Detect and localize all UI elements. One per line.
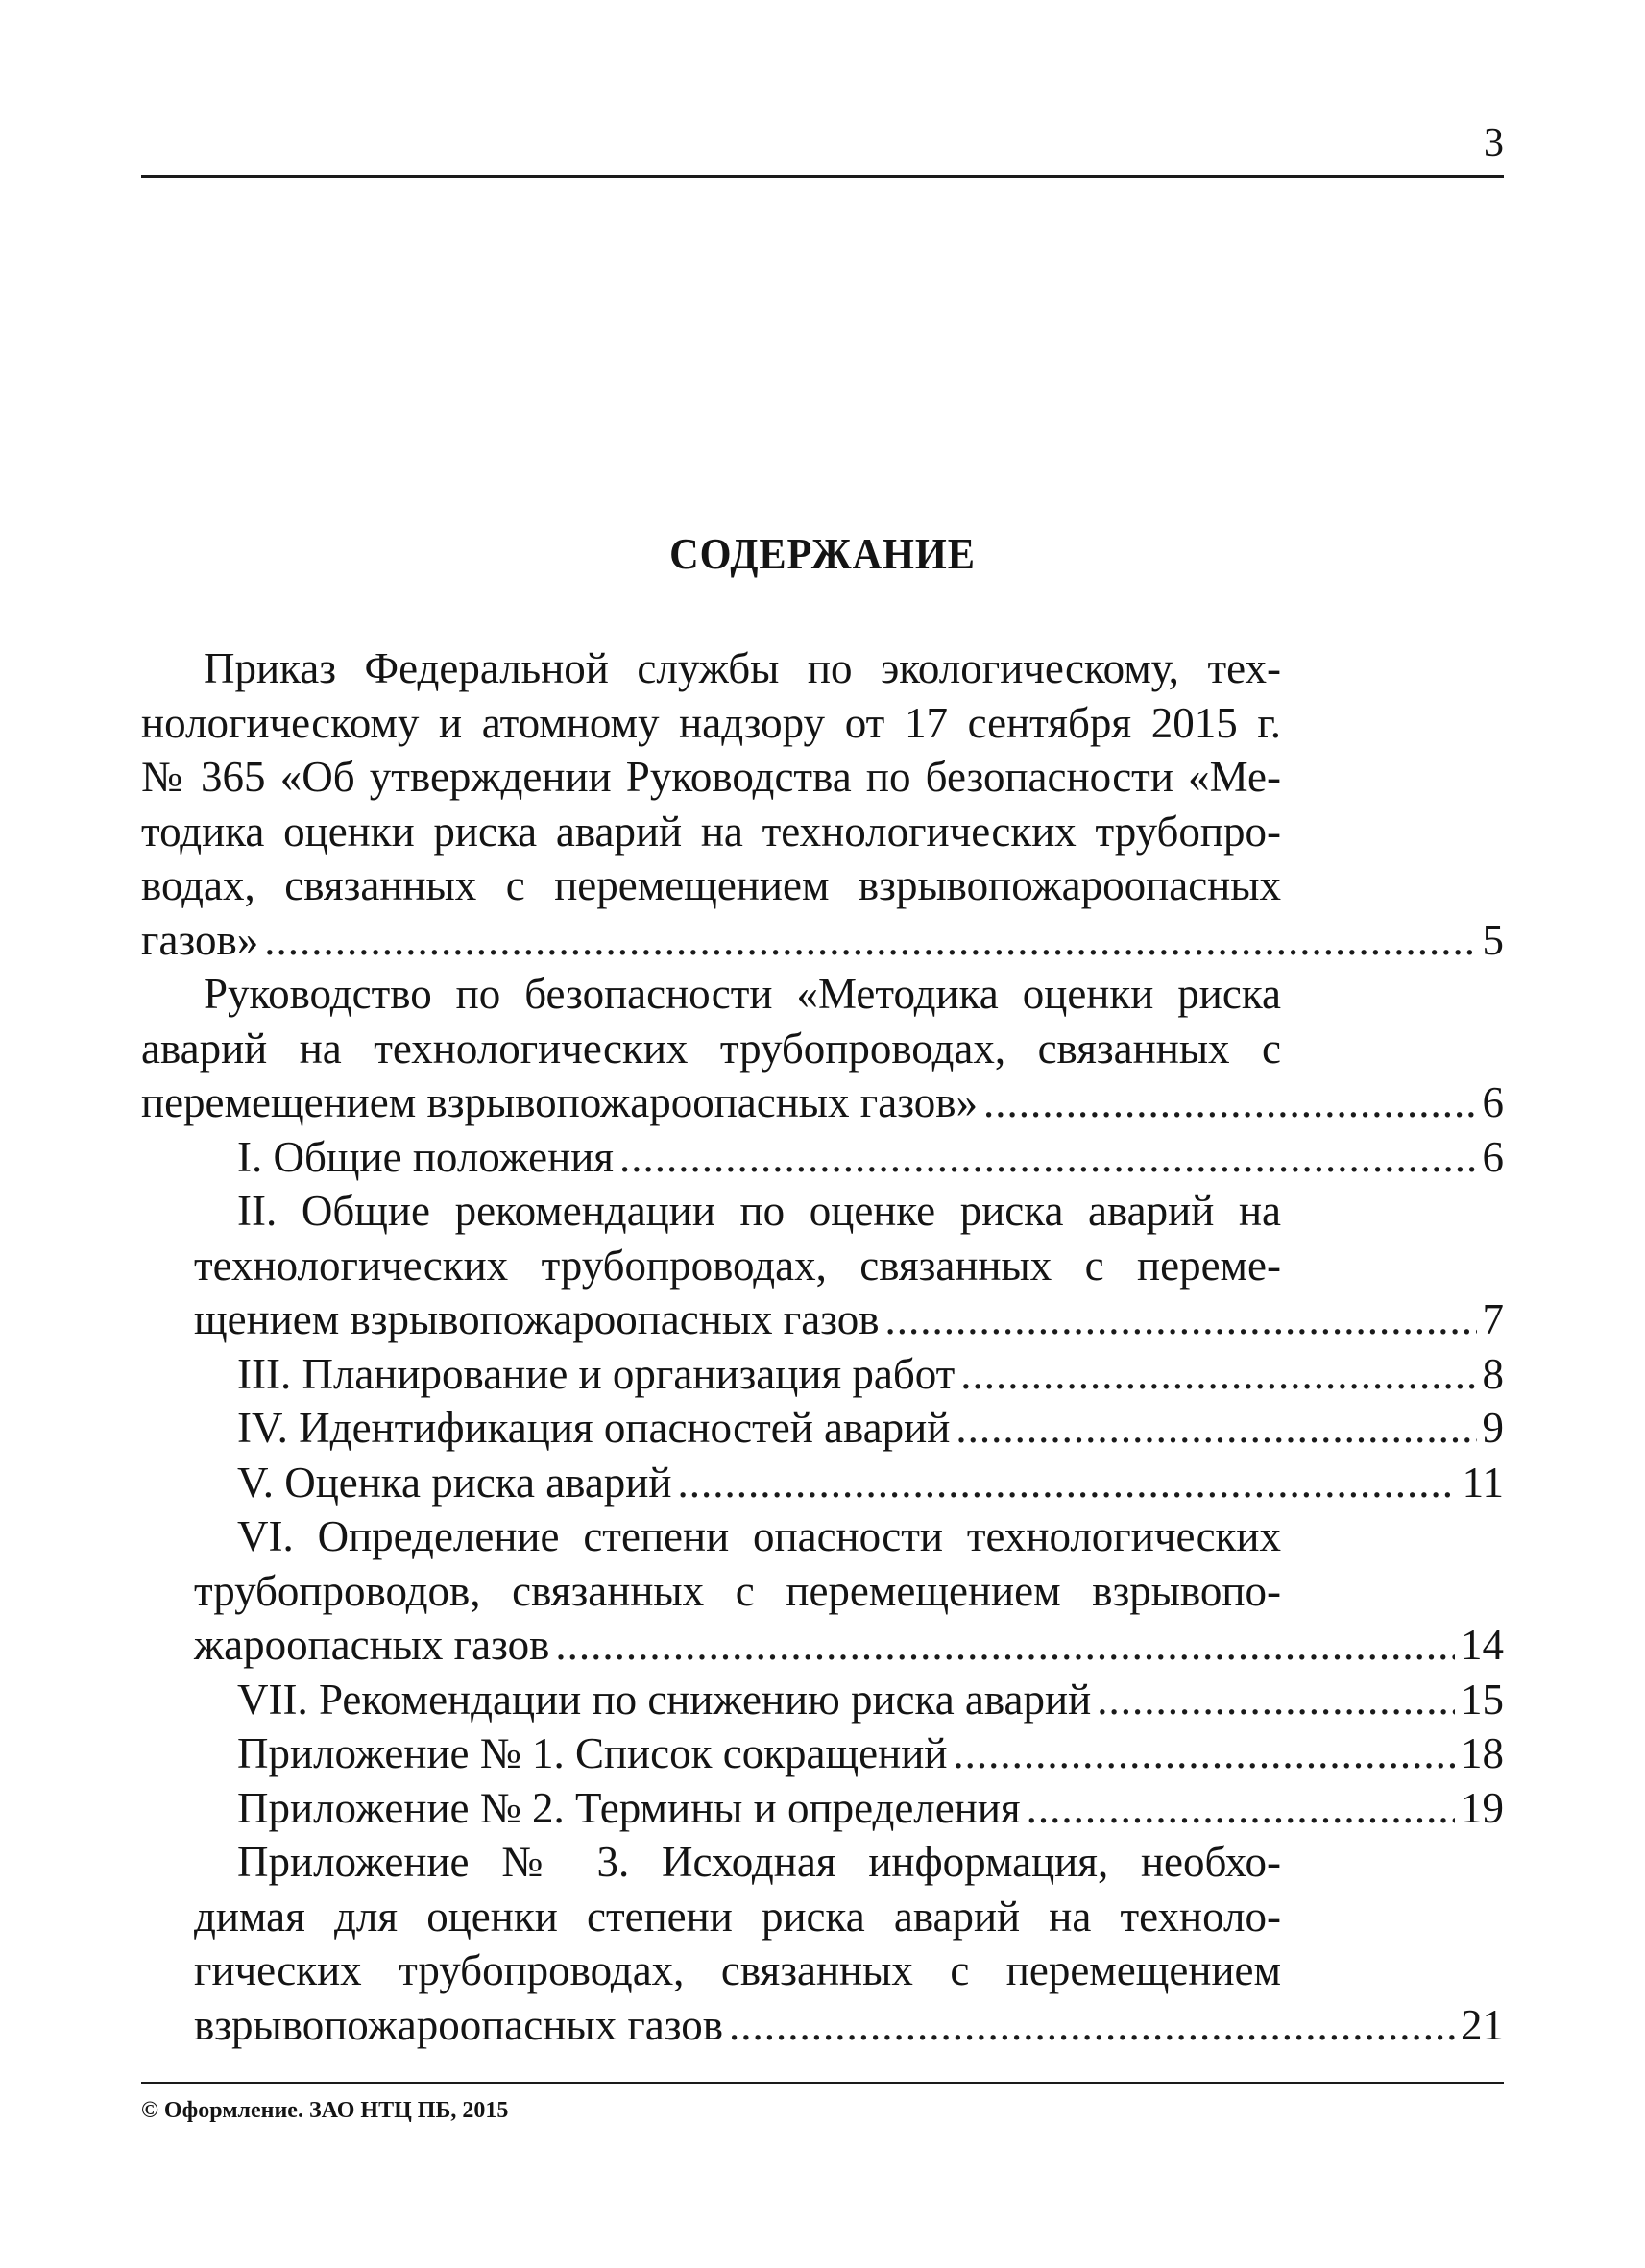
toc-entry-title: Приложение № 2. Термины и определения bbox=[237, 1783, 1021, 1832]
toc-page-number: 21 bbox=[1461, 2000, 1504, 2049]
toc-entry-title: взрывопожароопасных газов bbox=[194, 2000, 724, 2049]
toc-entry-line: № 365 «Об утверждении Руководства по безопасности «Ме- bbox=[141, 753, 1281, 801]
toc-entry-leader-line bbox=[194, 1292, 1504, 1347]
toc-page-number: 9 bbox=[1482, 1404, 1504, 1452]
toc-page-number: 19 bbox=[1461, 1783, 1504, 1832]
dot-leader bbox=[677, 1456, 1456, 1510]
toc-entry[interactable] bbox=[141, 1835, 1504, 2052]
toc-entry[interactable] bbox=[141, 1130, 1504, 1185]
toc-entry-leader-line bbox=[194, 1998, 1504, 2053]
copyright-footer: © Оформление. ЗАО НТЦ ПБ, 2015 bbox=[141, 2098, 509, 2123]
toc-page-number: 11 bbox=[1462, 1458, 1504, 1507]
toc-entry-leader-line bbox=[194, 1347, 1504, 1402]
toc-entry-line: II. Общие рекомендации по оценке риска аварий на bbox=[237, 1187, 1281, 1235]
toc-entry-leader-line bbox=[194, 1726, 1504, 1781]
dot-leader bbox=[983, 1075, 1477, 1130]
toc-entry-title: жароопасных газов bbox=[194, 1621, 550, 1669]
toc-entry-line: гических трубопроводах, связанных с перемещением bbox=[194, 1946, 1281, 1994]
toc-entry[interactable] bbox=[141, 1726, 1504, 1781]
toc-entry-title: Приложение № 1. Список сокращений bbox=[237, 1729, 948, 1777]
dot-leader bbox=[1097, 1673, 1455, 1727]
toc-entry-title: V. Оценка риска аварий bbox=[237, 1458, 672, 1507]
dot-leader bbox=[1027, 1781, 1455, 1836]
table-of-contents bbox=[141, 641, 1504, 2052]
toc-page-number: 15 bbox=[1461, 1675, 1504, 1724]
toc-entry-line: технологических трубопроводах, связанных с переме- bbox=[194, 1241, 1281, 1290]
toc-entry-line: VI. Определение степени опасности технологических bbox=[237, 1512, 1281, 1560]
toc-entry-line: нологическому и атомному надзору от 17 сентября 2015 г. bbox=[141, 698, 1281, 747]
toc-entry-leader-line bbox=[141, 913, 1504, 968]
toc-entry-line: аварий на технологических трубопроводах, связанных с bbox=[141, 1024, 1281, 1073]
toc-entry-title: перемещением взрывопожароопасных газов» bbox=[141, 1078, 978, 1126]
toc-entry-title: VII. Рекомендации по снижению риска аварий bbox=[237, 1675, 1092, 1724]
toc-entry[interactable] bbox=[141, 1347, 1504, 1402]
toc-entry-line: Руководство по безопасности «Методика оценки риска bbox=[204, 970, 1281, 1018]
toc-page-number: 6 bbox=[1482, 1078, 1504, 1126]
toc-entry-line: водах, связанных с перемещением взрывопожароопасных bbox=[141, 861, 1281, 909]
toc-entry-title: I. Общие положения bbox=[237, 1132, 614, 1181]
dot-leader bbox=[885, 1292, 1477, 1347]
toc-entry-line: тодика оценки риска аварий на технологических трубопро- bbox=[141, 807, 1281, 856]
dot-leader bbox=[264, 913, 1476, 968]
dot-leader bbox=[953, 1726, 1455, 1781]
toc-entry[interactable] bbox=[141, 1184, 1504, 1347]
toc-entry-leader-line bbox=[194, 1456, 1504, 1510]
toc-entry-title: III. Планирование и организация работ bbox=[237, 1349, 956, 1398]
toc-entry-leader-line bbox=[194, 1673, 1504, 1727]
toc-page-number: 5 bbox=[1482, 915, 1504, 964]
toc-page-number: 18 bbox=[1461, 1729, 1504, 1777]
toc-entry-leader-line bbox=[194, 1618, 1504, 1673]
dot-leader bbox=[960, 1347, 1476, 1402]
page-title: СОДЕРЖАНИЕ bbox=[669, 529, 976, 578]
toc-entry-line: Приказ Федеральной службы по экологическому, тех- bbox=[204, 644, 1281, 692]
header-rule bbox=[141, 175, 1504, 178]
dot-leader bbox=[619, 1130, 1477, 1185]
toc-page-number: 6 bbox=[1482, 1132, 1504, 1181]
toc-page-number: 8 bbox=[1482, 1349, 1504, 1398]
dot-leader bbox=[555, 1618, 1455, 1673]
toc-entry[interactable] bbox=[141, 967, 1504, 1130]
toc-entry-title: IV. Идентификация опасностей аварий bbox=[237, 1404, 951, 1452]
dot-leader bbox=[956, 1401, 1476, 1456]
toc-entry-leader-line bbox=[194, 1401, 1504, 1456]
toc-entry-leader-line bbox=[194, 1130, 1504, 1185]
toc-entry[interactable] bbox=[141, 641, 1504, 967]
toc-page-number: 7 bbox=[1482, 1295, 1504, 1343]
footer-rule bbox=[141, 2082, 1504, 2084]
toc-entry-leader-line bbox=[141, 1075, 1504, 1130]
page-number: 3 bbox=[1484, 121, 1504, 165]
toc-entry[interactable] bbox=[141, 1509, 1504, 1673]
toc-entry[interactable] bbox=[141, 1401, 1504, 1456]
toc-entry[interactable] bbox=[141, 1456, 1504, 1510]
toc-entry-title: газов» bbox=[141, 915, 259, 964]
toc-entry-line: Приложение № 3. Исходная информация, необхо- bbox=[237, 1838, 1281, 1886]
toc-page-number: 14 bbox=[1461, 1621, 1504, 1669]
toc-entry[interactable] bbox=[141, 1781, 1504, 1836]
toc-entry-leader-line bbox=[194, 1781, 1504, 1836]
toc-entry-line: трубопроводов, связанных с перемещением взрывопо- bbox=[194, 1566, 1281, 1615]
toc-entry-line: димая для оценки степени риска аварий на техноло- bbox=[194, 1892, 1281, 1941]
dot-leader bbox=[729, 1998, 1455, 2053]
toc-entry-title: щением взрывопожароопасных газов bbox=[194, 1295, 880, 1343]
toc-entry[interactable] bbox=[141, 1673, 1504, 1727]
